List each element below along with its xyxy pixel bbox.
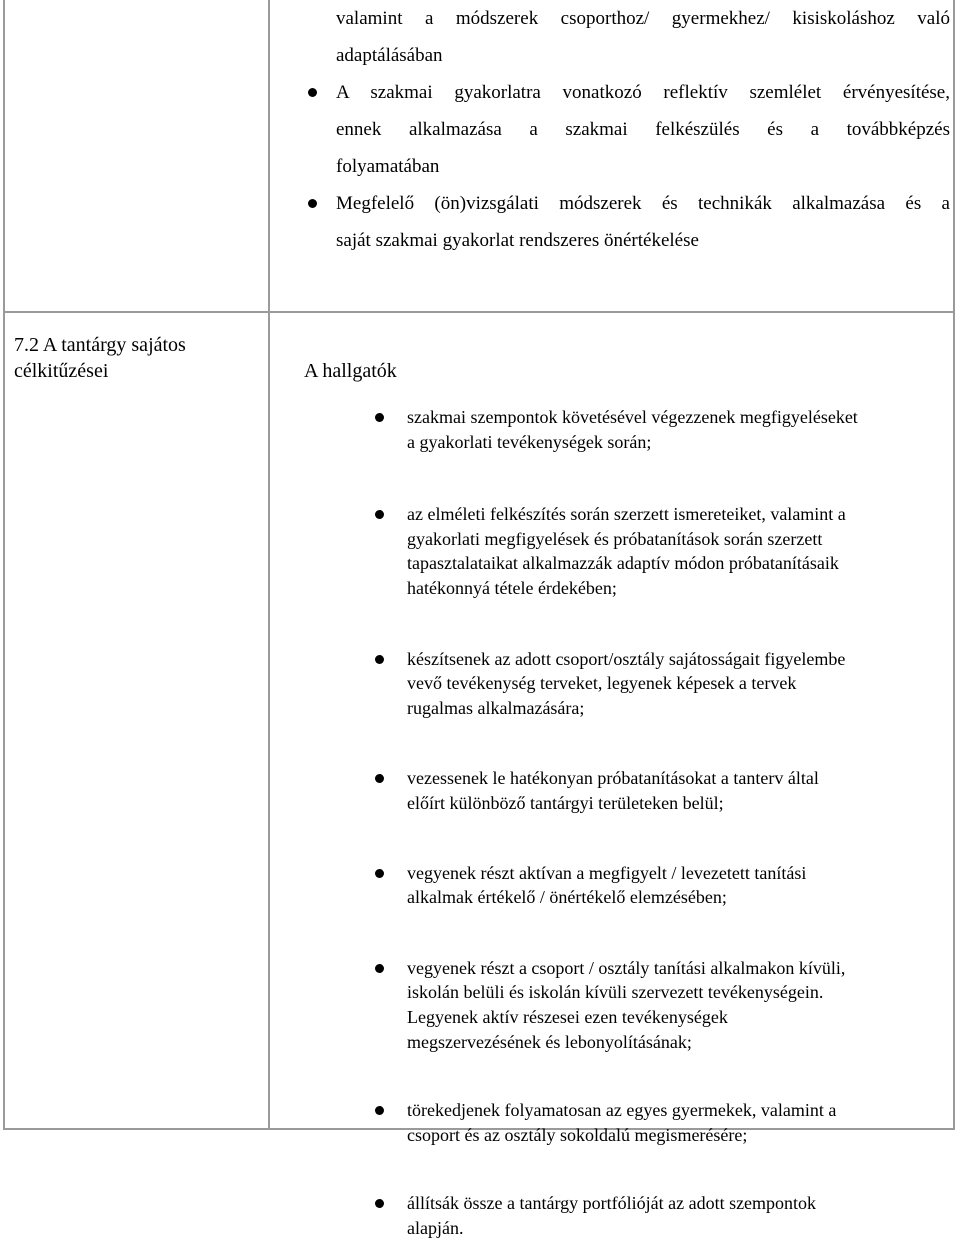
- bullet-icon: [375, 510, 384, 519]
- list-item-line: folyamatában: [336, 156, 440, 177]
- list-item: [370, 1098, 940, 1147]
- bullet-icon: [375, 655, 384, 664]
- list-item-line: ennek alkalmazása a szakmai felkészülés és a továbbképzés: [336, 119, 950, 140]
- list-item-line: törekedjenek folyamatosan az egyes gyermekek, valamint a: [407, 1100, 837, 1121]
- list-item: [370, 502, 940, 600]
- list-item-line: vezessenek le hatékonyan próbatanításokat a tanterv által: [407, 768, 819, 789]
- list-item-line: az elméleti felkészítés során szerzett ismereteiket, valamint a: [407, 504, 846, 525]
- section-label: [14, 332, 264, 384]
- list-item-line: hatékonnyá tétele érdekében;: [407, 577, 617, 598]
- list-item-line: Megfelelő (ön)vizsgálati módszerek és technikák alkalmazása és a: [336, 193, 950, 214]
- list-item-line: gyakorlati megfigyelések és próbatanítások során szerzett: [407, 528, 823, 549]
- bullet-icon: [308, 199, 317, 208]
- list-item: [370, 861, 940, 910]
- list-item-line: csoport és az osztály sokoldalú megismerésére;: [407, 1124, 748, 1145]
- list-item-line: megszervezésének és lebonyolításának;: [407, 1031, 692, 1052]
- bullet-icon: [375, 413, 384, 422]
- bullet-icon: [375, 1106, 384, 1115]
- list-item-line: vegyenek részt aktívan a megfigyelt / levezetett tanítási: [407, 862, 807, 883]
- list-item-line: a gyakorlati tevékenységek során;: [407, 431, 652, 452]
- list-item-line: vevő tevékenység terveket, legyenek képesek a tervek: [407, 673, 797, 694]
- list-item-line: rugalmas alkalmazására;: [407, 697, 585, 718]
- section-label-line: célkitűzései: [14, 360, 109, 382]
- list-item-line: iskolán belüli és iskolán kívüli szervezett tevékenységein.: [407, 982, 824, 1003]
- column-divider: [268, 0, 270, 1130]
- list-item-line: alkalmak értékelő / önértékelő elemzésében;: [407, 887, 727, 908]
- continuation-line: valamint a módszerek csoporthoz/ gyermekhez/ kisiskoláshoz való: [336, 8, 950, 29]
- list-item-line: vegyenek részt a csoport / osztály tanítási alkalmakon kívüli,: [407, 957, 846, 978]
- list-item-line: saját szakmai gyakorlat rendszeres önértékelése: [336, 230, 699, 251]
- bullet-icon: [375, 1199, 384, 1208]
- list-item: [370, 1191, 940, 1240]
- bullet-icon: [375, 774, 384, 783]
- bullet-icon: [308, 88, 317, 97]
- list-item: [370, 405, 940, 454]
- list-item: [370, 766, 940, 815]
- list-item: [300, 74, 950, 185]
- list-item-line: alapján.: [407, 1217, 464, 1238]
- row-divider: [3, 311, 955, 313]
- list-item-line: készítsenek az adott csoport/osztály sajátosságait figyelembe: [407, 648, 846, 669]
- list-item-line: előírt különböző tantárgyi területeken belül;: [407, 792, 724, 813]
- goal-list: [370, 405, 940, 1240]
- list-item-line: szakmai szempontok követésével végezzenek megfigyeléseket: [407, 407, 858, 427]
- top-cell: [300, 0, 950, 259]
- list-item-line: A szakmai gyakorlatra vonatkozó reflektív szemlélet érvényesítése,: [336, 82, 950, 103]
- list-item-line: állítsák össze a tantárgy portfólióját az adott szempontok: [407, 1193, 817, 1214]
- bullet-icon: [375, 964, 384, 973]
- list-item-line: tapasztalataikat alkalmazzák adaptív módon próbatanításaik: [407, 553, 839, 574]
- list-item: [370, 956, 940, 1054]
- list-item-line: Legyenek aktív részesei ezen tevékenységek: [407, 1006, 728, 1027]
- bullet-icon: [375, 869, 384, 878]
- list-item: [300, 185, 950, 259]
- continuation-line: adaptálásában: [336, 45, 443, 66]
- section-label-line: 7.2 A tantárgy sajátos: [14, 334, 186, 356]
- list-item: [370, 647, 940, 721]
- intro-text: A hallgatók: [304, 360, 397, 382]
